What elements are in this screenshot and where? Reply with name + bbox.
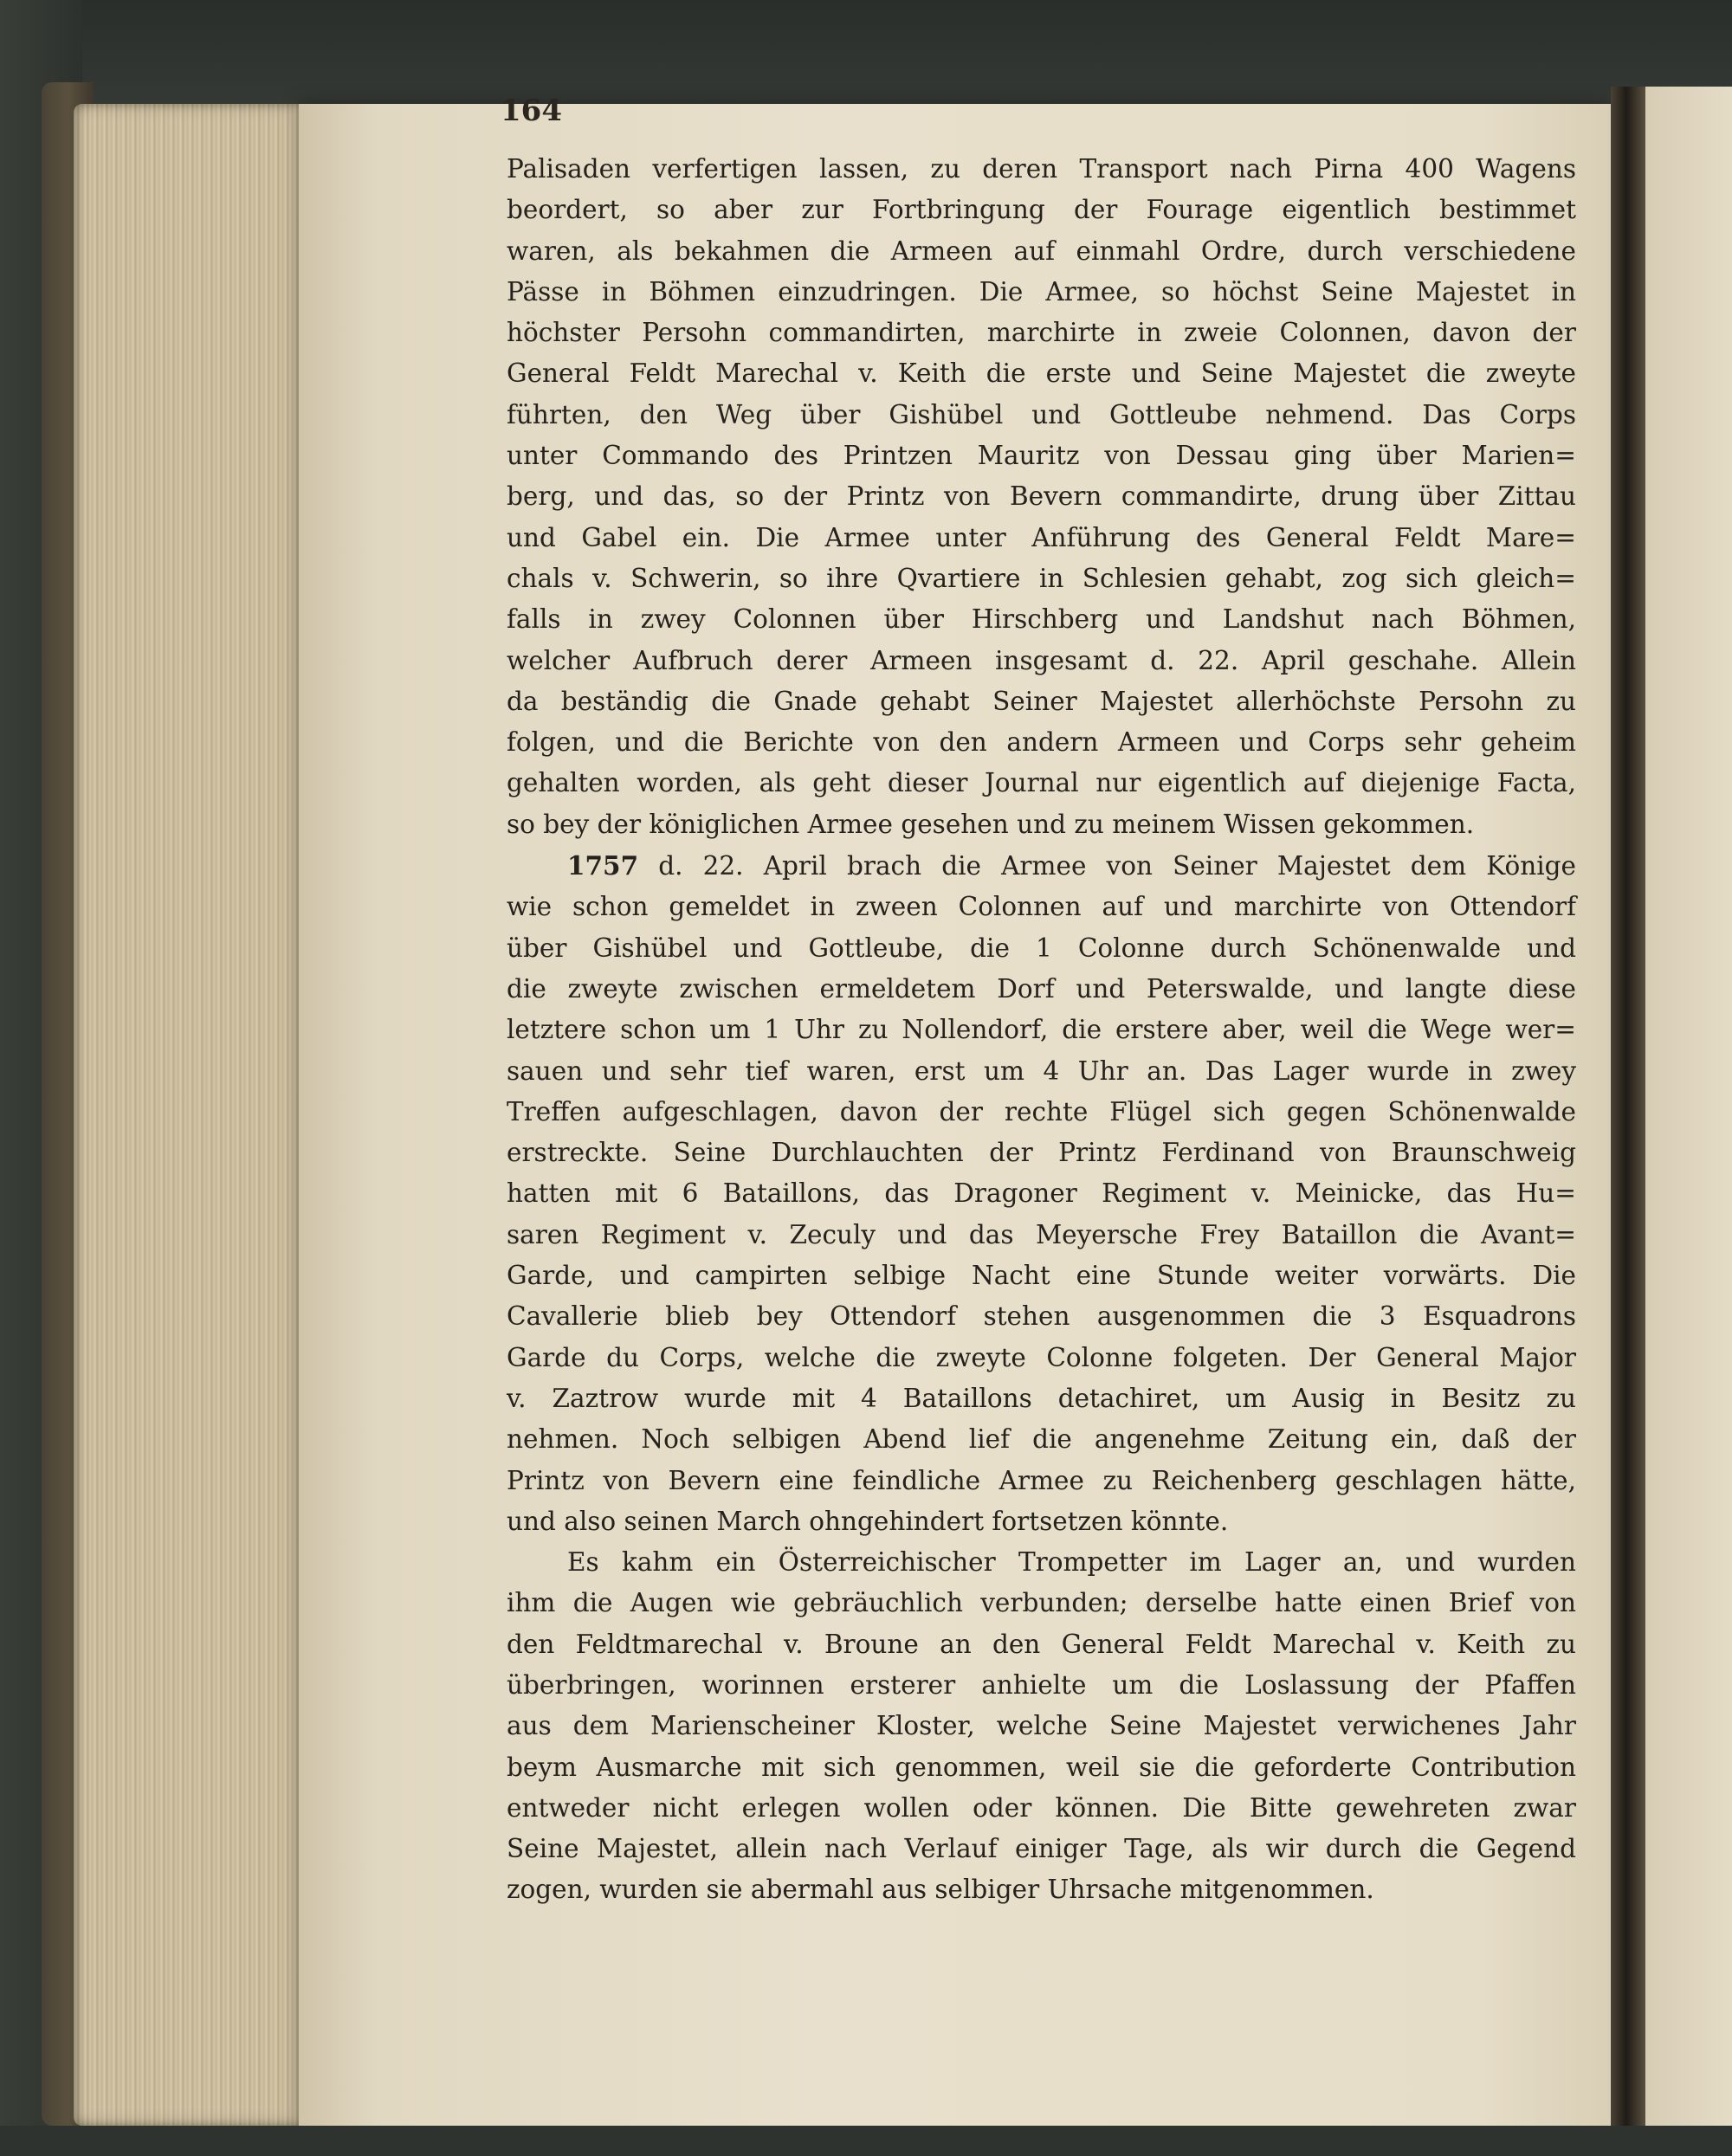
text-line: [507, 395, 1576, 436]
text-line: [507, 436, 1576, 476]
text-line-content: unter Commando des Printzen Mauritz von Dessau ging über Marien=: [507, 441, 1576, 471]
text-line-content: Seine Majestet, allein nach Verlauf einiger Tage, als wir durch die Gegend: [507, 1834, 1576, 1864]
text-line: [507, 1583, 1576, 1623]
paragraph: [507, 845, 1576, 1542]
text-line-content: saren Regiment v. Zeculy und das Meyersche Frey Bataillon die Avant=: [507, 1219, 1576, 1249]
text-line-content: d. 22. April brach die Armee von Seiner Majestet dem Könige: [658, 851, 1576, 881]
text-line: [507, 1665, 1576, 1706]
text-line: [507, 313, 1576, 353]
text-line: [507, 1133, 1576, 1173]
text-line: [507, 969, 1576, 1010]
text-line: [507, 1542, 1576, 1583]
text-line: [507, 1501, 1576, 1542]
text-line: [507, 149, 1576, 190]
text-line-content: beordert, so aber zur Fortbringung der Fourage eigentlich bestimmet: [507, 195, 1576, 225]
text-line-content: folgen, und die Berichte von den andern Armeen und Corps sehr geheim: [507, 727, 1576, 758]
text-line-content: da beständig die Gnade gehabt Seiner Majestet allerhöchste Persohn zu: [507, 686, 1576, 716]
page-number: 164: [501, 94, 562, 128]
year-marker: 1757: [567, 850, 639, 881]
text-line: [507, 1419, 1576, 1460]
text-line: [507, 887, 1576, 927]
background-surface-top: [0, 0, 1732, 121]
book-gutter: [1611, 87, 1645, 2130]
text-line: [507, 1296, 1576, 1337]
text-line: [507, 231, 1576, 272]
text-line: [507, 1092, 1576, 1133]
text-line: [507, 476, 1576, 517]
text-line-content: falls in zwey Colonnen über Hirschberg und Landshut nach Böhmen,: [507, 604, 1576, 635]
text-line-content: den Feldtmarechal v. Broune an den General Feldt Marechal v. Keith zu: [507, 1629, 1576, 1659]
text-line-content: nehmen. Noch selbigen Abend lief die angenehme Zeitung ein, daß der: [507, 1424, 1576, 1455]
text-line-content: so bey der königlichen Armee gesehen und zu meinem Wissen gekommen.: [507, 809, 1475, 839]
page-edges-stack: [74, 104, 316, 2126]
text-line: [507, 190, 1576, 230]
text-line-content: die zweyte zwischen ermeldetem Dorf und Peterswalde, und langte diese: [507, 973, 1576, 1004]
text-line-content: wie schon gemeldet in zween Colonnen auf und marchirte von Ottendorf: [507, 892, 1576, 922]
text-line-content: Es kahm ein Österreichischer Trompetter im Lager an, und wurden: [567, 1547, 1576, 1578]
text-line: [507, 1378, 1576, 1419]
text-line: [507, 641, 1576, 681]
text-line-content: Cavallerie blieb bey Ottendorf stehen ausgenommen die 3 Esquadrons: [507, 1301, 1576, 1332]
text-line-content: und Gabel ein. Die Armee unter Anführung des General Feldt Mare=: [507, 522, 1576, 552]
text-line-content: erstreckte. Seine Durchlauchten der Printz Ferdinand von Braunschweig: [507, 1138, 1576, 1168]
text-line: [507, 272, 1576, 313]
text-line-content: entweder nicht erlegen wollen oder können. Die Bitte gewehreten zwar: [507, 1792, 1576, 1823]
text-line: [507, 1461, 1576, 1501]
text-line: [507, 558, 1576, 599]
text-line-content: General Feldt Marechal v. Keith die erste und Seine Majestet die zweyte: [507, 358, 1576, 389]
text-line-content: hatten mit 6 Bataillons, das Dragoner Regiment v. Meinicke, das Hu=: [507, 1178, 1576, 1209]
text-line-content: welcher Aufbruch derer Armeen insgesamt d. 22. April geschahe. Allein: [507, 645, 1576, 675]
text-line-content: Garde du Corps, welche die zweyte Colonne folgeten. Der General Major: [507, 1342, 1576, 1372]
text-line: [507, 1706, 1576, 1746]
text-line-content: und also seinen March ohngehindert fortsetzen könnte.: [507, 1506, 1229, 1536]
text-line: [507, 1010, 1576, 1050]
body-text: [507, 149, 1576, 1911]
text-line-content: Printz von Bevern eine feindliche Armee zu Reichenberg geschlagen hätte,: [507, 1465, 1576, 1495]
text-line: [507, 1869, 1576, 1910]
text-line: [507, 763, 1576, 804]
text-line: [507, 1338, 1576, 1378]
text-line: [507, 353, 1576, 394]
text-line-content: führten, den Weg über Gishübel und Gottleube nehmend. Das Corps: [507, 399, 1576, 429]
text-line: [507, 722, 1576, 763]
text-line-content: Garde, und campirten selbige Nacht eine Stunde weiter vorwärts. Die: [507, 1261, 1576, 1291]
text-line: [507, 1256, 1576, 1296]
text-line: [507, 928, 1576, 969]
text-line: [507, 518, 1576, 558]
facing-page-sliver: [1645, 87, 1732, 2130]
text-line-content: überbringen, worinnen ersterer anhielte um die Loslassung der Pfaffen: [507, 1669, 1576, 1700]
text-line-content: letztere schon um 1 Uhr zu Nollendorf, die erstere aber, weil die Wege wer=: [507, 1015, 1576, 1045]
text-line-content: beym Ausmarche mit sich genommen, weil sie die geforderte Contribution: [507, 1752, 1576, 1782]
text-line: [507, 1829, 1576, 1869]
text-line: [507, 681, 1576, 722]
text-line-content: Pässe in Böhmen einzudringen. Die Armee, so höchst Seine Majestet in: [507, 276, 1576, 307]
text-line: [507, 1624, 1576, 1665]
paragraph: [507, 149, 1576, 845]
paragraph: [507, 1542, 1576, 1911]
text-line: [507, 845, 1576, 887]
text-line: [507, 1173, 1576, 1214]
text-line-content: über Gishübel und Gottleube, die 1 Colonne durch Schönenwalde und: [507, 933, 1576, 963]
text-line-content: sauen und sehr tief waren, erst um 4 Uhr an. Das Lager wurde in zwey: [507, 1055, 1576, 1086]
text-line-content: aus dem Marienscheiner Kloster, welche Seine Majestet verwichenes Jahr: [507, 1711, 1576, 1741]
text-line-content: v. Zaztrow wurde mit 4 Bataillons detachiret, um Ausig in Besitz zu: [507, 1383, 1576, 1413]
text-line-content: ihm die Augen wie gebräuchlich verbunden; derselbe hatte einen Brief von: [507, 1588, 1576, 1618]
text-line-content: chals v. Schwerin, so ihre Qvartiere in Schlesien gehabt, zog sich gleich=: [507, 563, 1576, 593]
text-line: [507, 804, 1576, 845]
text-line-content: waren, als bekahmen die Armeen auf einmahl Ordre, durch verschiedene: [507, 236, 1576, 266]
text-line-content: zogen, wurden sie abermahl aus selbiger Uhrsache mitgenommen.: [507, 1875, 1374, 1905]
text-line: [507, 1747, 1576, 1788]
text-line-content: höchster Persohn commandirten, marchirte in zweie Colonnen, davon der: [507, 318, 1576, 348]
text-line: [507, 1215, 1576, 1256]
text-line-content: berg, und das, so der Printz von Bevern commandirte, drung über Zittau: [507, 481, 1576, 512]
text-line-content: Treffen aufgeschlagen, davon der rechte Flügel sich gegen Schönenwalde: [507, 1096, 1576, 1126]
background-surface-bottom: [0, 2126, 1732, 2156]
text-line-content: gehalten worden, als geht dieser Journal nur eigentlich auf diejenige Facta,: [507, 768, 1576, 798]
text-line: [507, 599, 1576, 640]
text-line-content: Palisaden verfertigen lassen, zu deren Transport nach Pirna 400 Wagens: [507, 154, 1576, 184]
text-line: [507, 1788, 1576, 1829]
text-line: [507, 1051, 1576, 1092]
